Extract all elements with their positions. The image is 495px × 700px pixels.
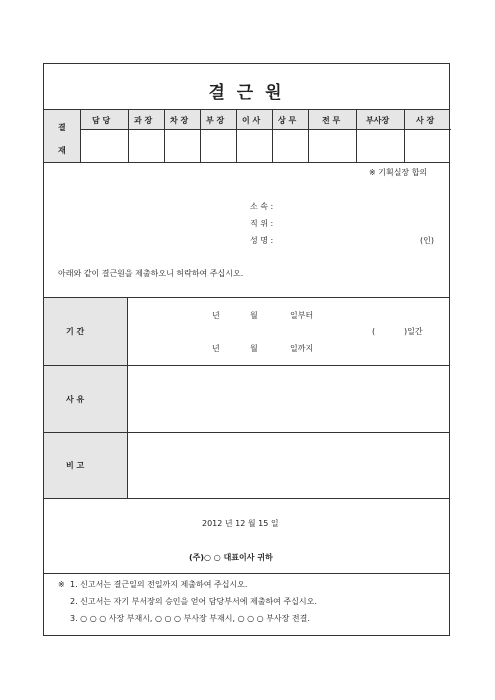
note-item-2: 2. 신고서는 자기 부서장의 승인을 얻어 담당부서에 제출하여 주십시오. xyxy=(70,597,317,606)
period-from-year: 년 xyxy=(212,311,220,320)
remarks-label: 비 고 xyxy=(66,461,85,470)
reason-label-cell xyxy=(44,366,127,432)
period-from-month: 월 xyxy=(250,311,258,320)
divider xyxy=(128,110,129,163)
note-item-1: 1. 신고서는 결근일의 전일까지 제출하여 주십시오. xyxy=(70,580,248,589)
note-item-3: 3. ○ ○ ○ 사장 부재시, ○ ○ ○ 부사장 부재시, ○ ○ ○ 부사장 전결. xyxy=(70,614,310,623)
approval-role-7: 전 무 xyxy=(322,116,341,125)
period-label: 기 간 xyxy=(66,327,85,336)
approval-role-1: 담 당 xyxy=(92,116,111,125)
approval-role-3: 차 장 xyxy=(170,116,189,125)
leave-form xyxy=(43,63,450,636)
position-label: 직 위 : xyxy=(250,219,274,228)
divider xyxy=(236,110,237,163)
divider xyxy=(44,573,449,574)
approval-role-5: 이 사 xyxy=(242,116,261,125)
divider xyxy=(164,110,165,163)
reason-label: 사 유 xyxy=(66,395,85,404)
divider xyxy=(80,110,81,163)
period-to-month: 월 xyxy=(250,344,258,353)
divider xyxy=(80,129,451,130)
period-days-close: )일간 xyxy=(404,327,423,336)
divider xyxy=(404,110,405,163)
period-from-day: 일부터 xyxy=(290,311,314,320)
approval-label-top: 결 xyxy=(58,123,66,132)
period-to-day: 일까지 xyxy=(290,344,314,353)
remarks-label-cell xyxy=(44,433,127,498)
request-text: 아래와 같이 결근원을 제출하오니 허락하여 주십시오. xyxy=(58,269,244,278)
approval-role-9: 사 장 xyxy=(416,116,435,125)
period-days-open: ( xyxy=(372,327,376,336)
divider xyxy=(44,498,449,499)
approval-role-2: 과 장 xyxy=(134,116,153,125)
approval-role-4: 부 장 xyxy=(206,116,225,125)
approval-role-6: 상 무 xyxy=(278,116,297,125)
submission-date: 2012 년 12 월 15 일 xyxy=(202,519,279,528)
affiliation-label: 소 속 : xyxy=(250,202,274,211)
approval-role-8: 부사장 xyxy=(366,116,390,125)
name-label: 성 명 : xyxy=(250,236,274,245)
notes-mark: ※ xyxy=(58,580,65,589)
period-label-cell xyxy=(44,298,127,365)
seal-mark: (인) xyxy=(420,236,434,245)
period-to-year: 년 xyxy=(212,344,220,353)
approval-label-bottom: 재 xyxy=(58,146,66,155)
form-title: 결 근 원 xyxy=(208,83,285,103)
coordination-note: ※ 기획실장 합의 xyxy=(369,168,428,177)
divider xyxy=(44,162,449,163)
divider xyxy=(308,110,309,163)
divider xyxy=(127,298,128,498)
recipient: (주)○ ○ 대표이사 귀하 xyxy=(189,553,273,562)
divider xyxy=(356,110,357,163)
divider xyxy=(272,110,273,163)
divider xyxy=(200,110,201,163)
